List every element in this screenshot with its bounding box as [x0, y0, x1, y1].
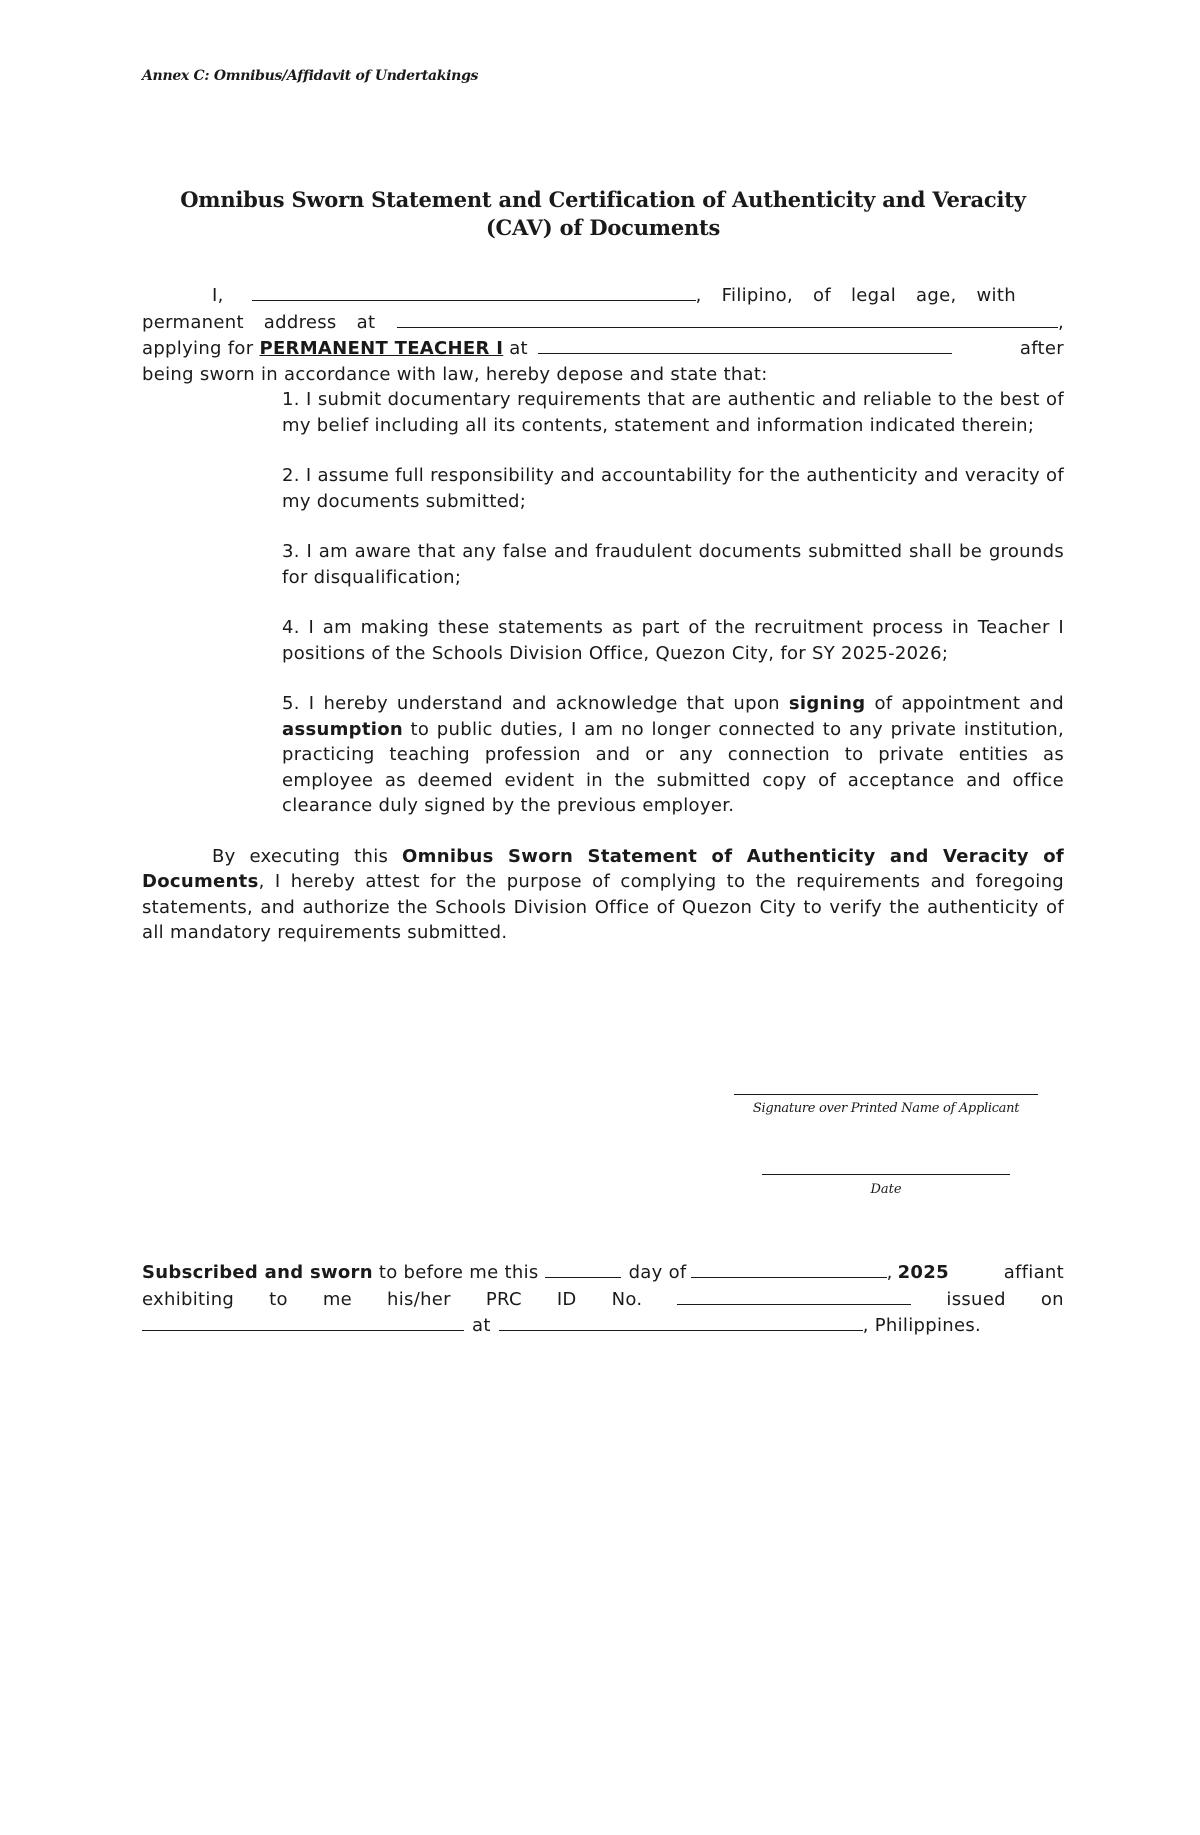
prc-id-blank[interactable] — [677, 1286, 911, 1305]
intro-line-2 — [142, 309, 1064, 336]
statement-item-2: 2. I assume full responsibility and accountability for the authenticity and veracity of my documents submitted; — [282, 465, 1064, 512]
annex-header: Annex C: Omnibus/Affidavit of Undertakings — [142, 68, 479, 84]
signature-label: Signature over Printed Name of Applicant — [752, 1101, 1020, 1116]
jurat-issued: issued — [946, 1288, 1006, 1310]
intro-filipino: , Filipino, of legal age, with — [695, 285, 1016, 306]
issued-place-blank[interactable] — [499, 1312, 863, 1331]
day-blank[interactable] — [545, 1259, 621, 1278]
date-block — [762, 1174, 1010, 1197]
closing-text-1: By executing this — [212, 845, 403, 867]
name-blank[interactable] — [252, 282, 696, 301]
jurat-philippines: , Philippines. — [862, 1315, 982, 1336]
jurat-section — [142, 1259, 1064, 1339]
closing-text-2: , I hereby attest for the purpose of complying to the requirements and foregoing statements, and authorize the Schools Division Office of Quezon City to verify the authenticity of all mandatory requirements submitted. — [142, 871, 1064, 943]
item5-bold-assumption: assumption — [282, 718, 403, 740]
intro-address: address — [263, 311, 337, 333]
statement-item-3: 3. I am aware that any false and fraudulent documents submitted shall be grounds for disqualification; — [282, 541, 1064, 588]
jurat-hisher: his/her — [387, 1288, 451, 1310]
intro-at: at — [356, 311, 376, 333]
jurat-affiant: affiant — [1003, 1262, 1064, 1283]
intro-at-2: at — [509, 338, 528, 359]
intro-permanent: permanent — [142, 311, 244, 333]
jurat-to: to — [269, 1288, 288, 1310]
jurat-me: me — [322, 1288, 353, 1310]
intro-line-1 — [142, 282, 1064, 309]
jurat-id: ID — [556, 1288, 577, 1310]
jurat-prc: PRC — [485, 1288, 522, 1310]
jurat-no: No. — [611, 1288, 643, 1310]
intro-filipino-wrap — [696, 283, 1064, 309]
intro-line-3 — [142, 335, 1064, 362]
intro-line-4: being sworn in accordance with law, hereby depose and state that: — [142, 363, 768, 385]
statement-list — [282, 387, 1064, 819]
item5-bold-signing: signing — [788, 693, 866, 714]
title-line-2: (CAV) of Documents — [485, 215, 721, 240]
statement-item-4: 4. I am making these statements as part of the recruitment process in Teacher I positions of the Schools Division Office, Quezon City, for SY 2025-2026; — [282, 617, 1064, 664]
intro-comma: , — [1057, 311, 1064, 333]
jurat-on: on — [1040, 1288, 1064, 1310]
intro-i: I, — [212, 285, 224, 306]
school-blank[interactable] — [538, 335, 952, 354]
closing-bold-title: Omnibus Sworn Statement of Authenticity and Veracity of Documents — [142, 845, 1064, 892]
month-blank[interactable] — [691, 1259, 887, 1278]
address-blank[interactable] — [397, 309, 1058, 328]
document-body — [142, 282, 1064, 946]
jurat-line-3 — [142, 1312, 1064, 1339]
jurat-subscribed: Subscribed and sworn — [142, 1262, 373, 1283]
jurat-to-before-me: to before me this — [378, 1262, 539, 1283]
statement-item-1: 1. I submit documentary requirements that are authentic and reliable to the best of my belief including all its contents, statement and information indicated therein; — [282, 389, 1064, 436]
jurat-line-1 — [142, 1259, 1064, 1286]
jurat-day-of: day of — [628, 1262, 687, 1283]
jurat-line-2 — [142, 1286, 1064, 1313]
position-title: PERMANENT TEACHER I — [259, 338, 504, 359]
signature-line[interactable] — [734, 1094, 1038, 1095]
issued-date-blank[interactable] — [142, 1312, 464, 1331]
item5-text-3: to public duties, I am no longer connected to any private institution, practicing teaching profession and or any connection to private entities as employee as deemed evident in the submitted copy of acceptance and office clearance duly signed by the previous employer. — [282, 718, 1064, 816]
document-title — [142, 186, 1064, 242]
item5-text-1: 5. I hereby understand and acknowledge that upon — [282, 693, 789, 714]
jurat-year: 2025 — [897, 1262, 949, 1283]
date-label: Date — [870, 1182, 902, 1197]
statement-item-5 — [282, 691, 1064, 819]
date-line[interactable] — [762, 1174, 1010, 1175]
jurat-at: at — [472, 1315, 491, 1336]
intro-after: after — [1019, 338, 1064, 359]
jurat-exhibiting: exhibiting — [142, 1288, 235, 1310]
intro-applying: applying for — [142, 338, 254, 359]
closing-paragraph — [142, 844, 1064, 946]
signature-block — [734, 1094, 1038, 1116]
jurat-comma: , — [886, 1262, 893, 1283]
item5-text-2: of appointment and — [865, 693, 1065, 714]
title-line-1: Omnibus Sworn Statement and Certification of Authenticity and Veracity — [180, 187, 1026, 212]
